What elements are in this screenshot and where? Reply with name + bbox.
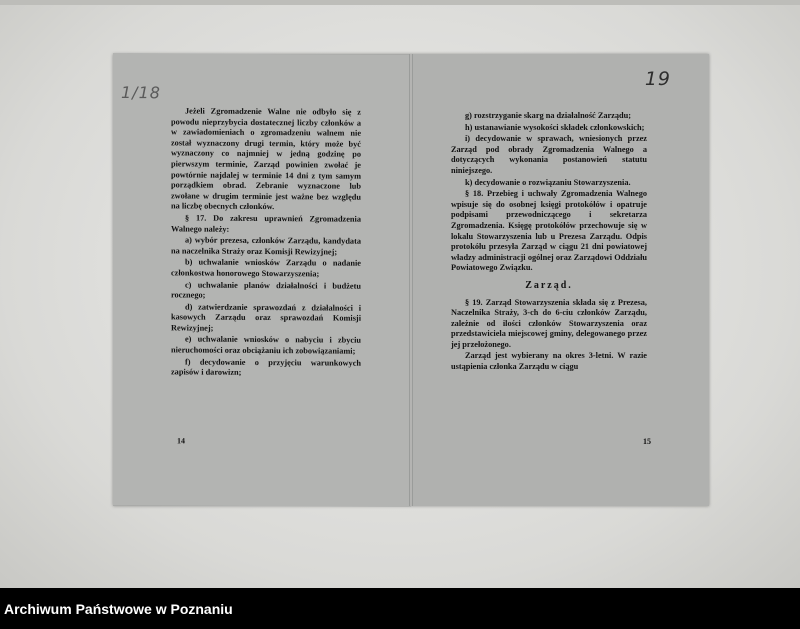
scan-edge [0,0,800,5]
paragraph: § 19. Zarząd Stowarzyszenia składa się z Prezesa, Naczelnika Straży, 3-ch do 6-ciu członków Zarządu, zależnie od ilości członków Stowarzyszenia oraz przedstawiciela miejscowej gminy, delegowanego przez jej przełożonego. [451,297,647,349]
list-item: i) decydowanie w sprawach, wniesionych przez Zarząd pod obrady Zgromadzenia Walnego a dotyczących wykonania postanowień statutu niniejszego. [451,134,647,175]
list-item: e) uchwalanie wniosków o nabyciu i zbyciu nieruchomości oraz obciążaniu ich zobowiązaniami; [171,334,361,356]
paragraph: Jeżeli Zgromadzenie Walne nie odbyło się z powodu nieprzybycia dostatecznej liczby członków a w zawiadomieniach o zgromadzeniu walnem nie został wyznaczony drugi termin, który może być wyznaczony co najmniej w jedną godzinę po pierwszym terminie, Zarząd powinien zwołać je powtórnie najdalej w terminie 14 dni z tym samym porządkiem obrad. Zebranie wyznaczone lub zwołane w drugim terminie jest ważne bez względu na liczbę obecnych członków. [171,106,361,212]
list-item: g) rozstrzyganie skarg na działalność Zarządu; [465,111,632,120]
open-booklet [113,54,709,506]
caption-bar [0,588,800,629]
list-item: b) uchwalanie wniosków Zarządu o nadanie członkostwa honorowego Stowarzyszenia; [171,257,361,279]
paragraph: § 17. Do zakresu uprawnień Zgromadzenia Walnego należy: [171,213,361,234]
right-page [411,54,709,506]
right-page-number: 15 [643,437,651,446]
archive-caption: Archiwum Państwowe w Poznaniu [4,601,233,617]
list-item: f) decydowanie o przyjęciu warunkowych zapisów i darowizn; [171,357,361,378]
paragraph: Zarząd jest wybierany na okres 3-letni. W razie ustąpienia członka Zarządu w ciągu [451,351,647,372]
booklet-spine [409,54,413,506]
left-page-text [171,106,361,379]
list-item: a) wybór prezesa, członków Zarządu, kandydata na naczelnika Straży oraz Komisji Rewizyjnej; [171,235,361,257]
list-item: k) decydowanie o rozwiązaniu Stowarzyszenia. [465,177,631,187]
paragraph: § 18. Przebieg i uchwały Zgromadzenia Walnego wpisuje się do osobnej księgi protokółów i opatruje podpisami przewodniczącego i sekretarza Zgromadzenia. Księgę protokółów przechowuje się w lokalu Stowarzyszenia lub u Prezesa Zarządu. Odpis protokółu przesyła Zarząd w ciągu 21 dni powiatowej władzy administracji ogólnej oraz Zarządowi Oddziału Powiatowego Związku. [451,189,647,273]
list-item: h) ustanawianie wysokości składek członkowskich; [465,122,645,132]
right-page-text [451,111,647,373]
list-item: c) uchwalanie planów działalności i budżetu rocznego; [171,279,361,300]
right-handwritten-mark: 19 [644,68,671,90]
left-page [113,53,411,507]
list-item: d) zatwierdzanie sprawozdań z działalności i kasowych Zarządu oraz sprawozdań Komisji Rewizyjnej; [171,302,361,333]
left-handwritten-mark: 1/18 [121,83,161,103]
section-heading: Zarząd. [525,279,573,291]
left-page-number: 14 [177,436,185,446]
